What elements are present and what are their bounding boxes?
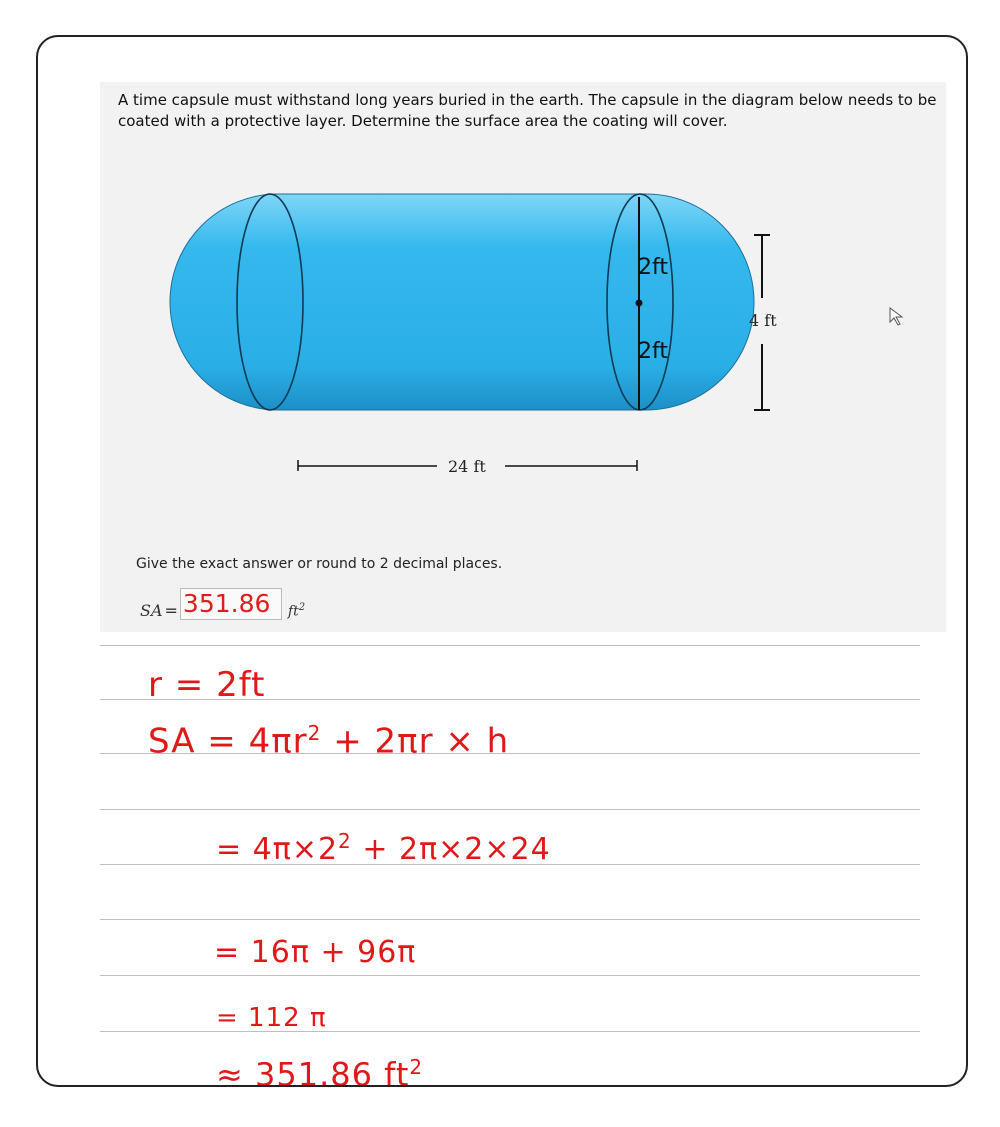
ruled-line bbox=[100, 645, 920, 646]
radius-bottom-label: 2ft bbox=[638, 339, 668, 364]
solution-line-result: ≈ 351.86 $ft^2$ bbox=[216, 1055, 424, 1087]
answer-card bbox=[36, 35, 968, 1087]
solution-line-sum: = 112 π bbox=[216, 1003, 327, 1033]
equals-sign: = bbox=[164, 601, 178, 620]
answer-unit: $ft^2$ bbox=[287, 602, 306, 620]
instruction-text: Give the exact answer or round to 2 decimal places. bbox=[136, 556, 503, 572]
solution-line-substitute: = $4\pi\times 2^2 + 2\pi\times 2\times 24$ bbox=[216, 829, 551, 867]
solution-line-radius: r = 2ft bbox=[148, 665, 266, 705]
radius-top-label: 2ft bbox=[638, 255, 668, 280]
answer-input[interactable] bbox=[180, 588, 282, 620]
answer-row bbox=[140, 588, 305, 620]
length-label: 24 ft bbox=[448, 457, 486, 476]
solution-line-formula: SA = $4\pi r^2 + 2\pi r \times h$ bbox=[148, 721, 510, 762]
height-label: 4 ft bbox=[749, 311, 777, 330]
sa-label: SA bbox=[140, 601, 163, 620]
center-dot bbox=[636, 300, 643, 307]
solution-line-simplify: = 16π + 96π bbox=[214, 935, 417, 970]
question-photo bbox=[100, 82, 946, 632]
cursor-icon bbox=[890, 308, 902, 325]
ruled-line bbox=[100, 975, 920, 976]
question-text: A time capsule must withstand long years buried in the earth. The capsule in the diagram below needs to be coated with a protective layer. Determine the surface area the coating will cover. bbox=[118, 91, 937, 130]
capsule-shape bbox=[170, 194, 754, 410]
capsule-diagram bbox=[100, 82, 946, 632]
ruled-line bbox=[100, 809, 920, 810]
answer-value: 351.86 bbox=[182, 589, 271, 618]
ruled-line bbox=[100, 919, 920, 920]
